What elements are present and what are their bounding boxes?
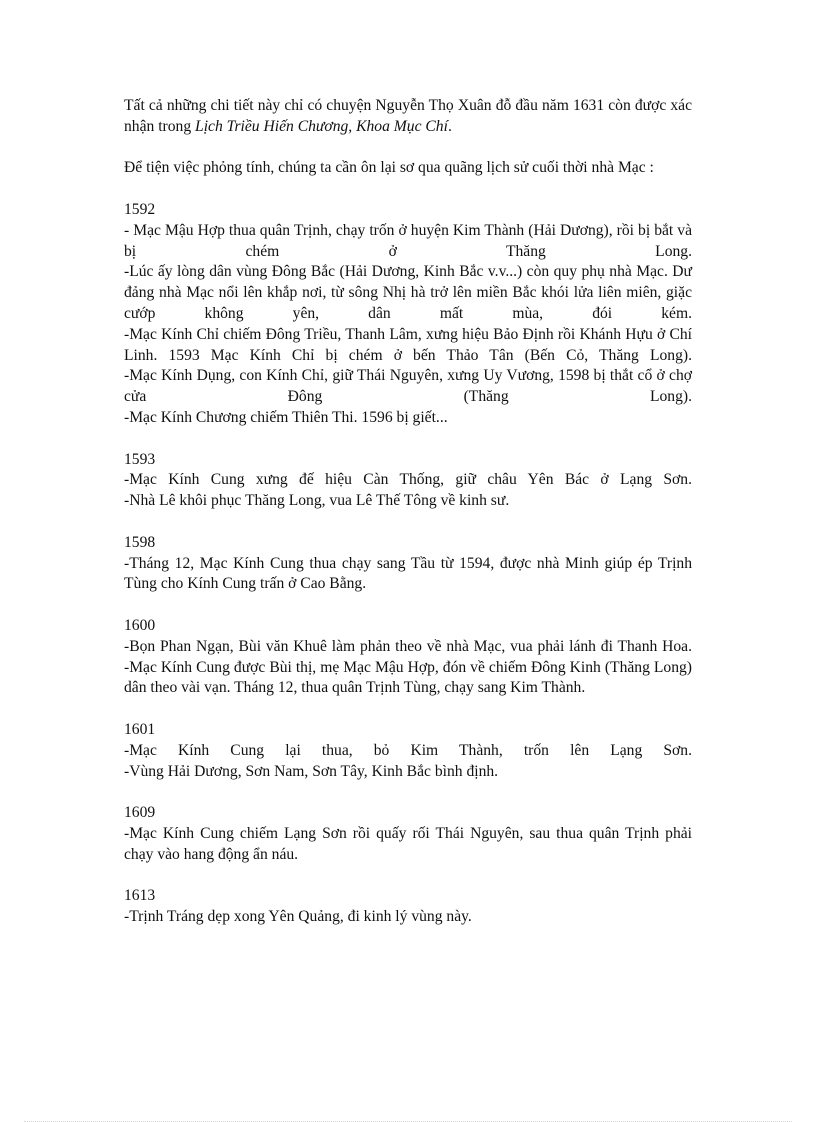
section-1593	[124, 450, 692, 512]
section-year: 1609	[124, 804, 156, 822]
section-year: 1592	[124, 200, 156, 218]
section-1592	[124, 200, 692, 429]
section-year: 1593	[124, 450, 156, 468]
section-year: 1600	[124, 616, 156, 634]
section-year: 1598	[124, 533, 156, 551]
section-entry: -Lúc ấy lòng dân vùng Đông Bắc (Hải Dương, Kinh Bắc v.v...) còn quy phụ nhà Mạc. Dư đảng nhà Mạc nổi lên khắp nơi, từ sông Nhị hà trở lên miền Bắc khói lửa liên miên, giặc cướp không yên, dân mất mùa, đói kém.	[124, 263, 692, 322]
intro-end: .	[447, 117, 452, 135]
section-entry: -Nhà Lê khôi phục Thăng Long, vua Lê Thế Tông về kinh sư.	[124, 492, 510, 510]
page-bottom-rule	[24, 1121, 792, 1122]
section-entry: -Mạc Kính Cung xưng đế hiệu Càn Thống, giữ châu Yên Bác ở Lạng Sơn.	[124, 471, 692, 489]
section-entry: -Mạc Kính Cung chiếm Lạng Sơn rồi quấy rối Thái Nguyên, sau thua quân Trịnh phải chạy vào hang động ẩn náu.	[124, 824, 692, 863]
section-entry: -Vùng Hải Dương, Sơn Nam, Sơn Tây, Kinh Bắc bình định.	[124, 762, 499, 780]
section-entry: -Mạc Kính Chỉ chiếm Đông Triều, Thanh Lâm, xưng hiệu Bảo Định rồi Khánh Hựu ở Chí Linh. 1593 Mạc Kính Chỉ bị chém ở bến Thảo Tân (Bến Cỏ, Thăng Long).	[124, 325, 692, 364]
section-entry: -Mạc Kính Cung lại thua, bỏ Kim Thành, trốn lên Lạng Sơn.	[124, 741, 692, 759]
document-page	[124, 96, 692, 928]
book-title: Lịch Triều Hiến Chương, Khoa Mục Chí	[195, 117, 448, 135]
section-entry: -Trịnh Tráng dẹp xong Yên Quảng, đi kinh lý vùng này.	[124, 908, 472, 926]
preface-paragraph: Để tiện việc phỏng tính, chúng ta cần ôn lại sơ qua quãng lịch sử cuối thời nhà Mạc :	[124, 159, 654, 177]
section-entry: -Mạc Kính Chương chiếm Thiên Thi. 1596 bị giết...	[124, 408, 448, 426]
section-1609	[124, 803, 692, 865]
section-entry: -Bọn Phan Ngạn, Bùi văn Khuê làm phản theo về nhà Mạc, vua phải lánh đi Thanh Hoa.	[124, 637, 692, 655]
section-1613	[124, 886, 692, 928]
section-entry: - Mạc Mậu Hợp thua quân Trịnh, chạy trốn ở huyện Kim Thành (Hải Dương), rồi bị bắt và bị chém ở Thăng Long.	[124, 221, 692, 260]
section-1601	[124, 720, 692, 782]
section-1598	[124, 533, 692, 595]
intro-text: Tất cả những chi tiết này chỉ có chuyện Nguyễn Thọ Xuân đỗ đầu năm 1631 còn được xác nhận trong	[124, 97, 692, 135]
intro-paragraph	[124, 96, 692, 138]
section-1600	[124, 616, 692, 699]
section-year: 1601	[124, 720, 156, 738]
section-entry: -Mạc Kính Cung được Bùi thị, mẹ Mạc Mậu Hợp, đón về chiếm Đông Kinh (Thăng Long) dân theo vài vạn. Tháng 12, thua quân Trịnh Tùng, chạy sang Kim Thành.	[124, 658, 692, 697]
section-entry: -Mạc Kính Dụng, con Kính Chỉ, giữ Thái Nguyên, xưng Uy Vương, 1598 bị thắt cổ ở chợ cửa Đông (Thăng Long).	[124, 367, 692, 406]
section-year: 1613	[124, 887, 156, 905]
section-entry: -Tháng 12, Mạc Kính Cung thua chạy sang Tầu từ 1594, được nhà Minh giúp ép Trịnh Tùng cho Kính Cung trấn ở Cao Bằng.	[124, 554, 692, 593]
